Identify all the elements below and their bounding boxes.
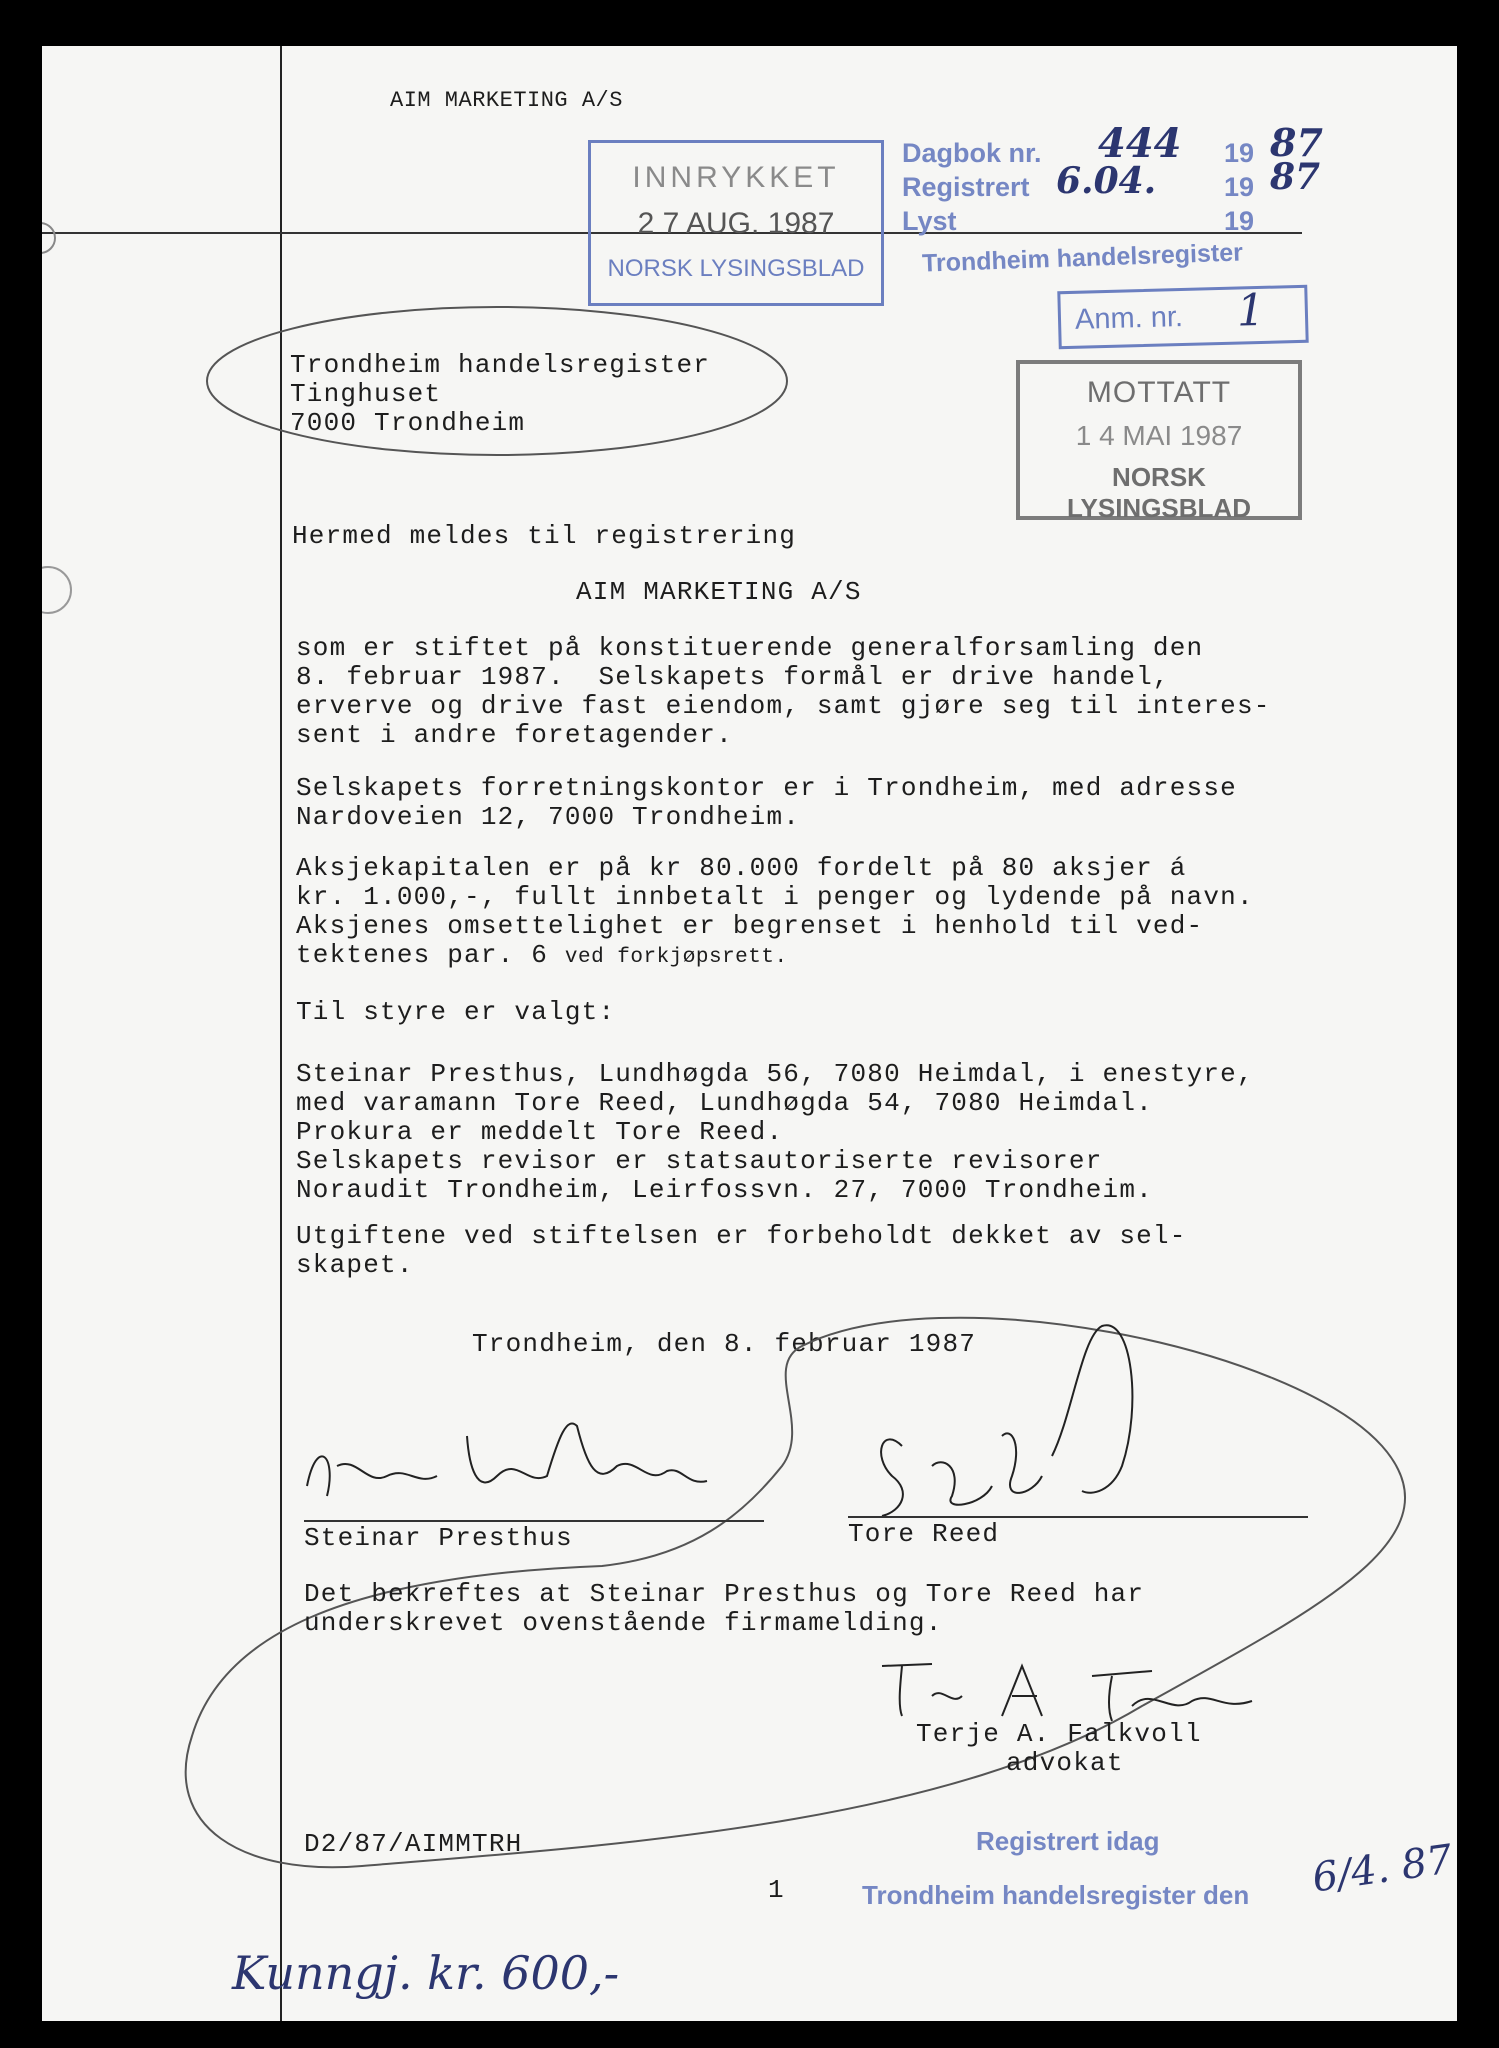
lyst-label: Lyst — [902, 206, 957, 236]
registrert-value: 6.04. — [1056, 160, 1157, 202]
registrert-label: Registrert — [902, 172, 1030, 202]
dagbok-year: 19 — [1224, 138, 1255, 168]
signature-line-right — [848, 1516, 1308, 1518]
body-intro: Hermed meldes til registrering — [292, 521, 797, 551]
lyst-year: 19 — [1224, 206, 1255, 236]
address-line-1: Trondheim handelsregister — [290, 350, 711, 380]
confirmation — [304, 1580, 1144, 1638]
stamp-innrykket-date: 2 7 AUG. 1987 — [637, 207, 835, 240]
para-5-line: skapet. — [296, 1250, 414, 1280]
para-4-line: Selskapets revisor er statsautoriserte revisorer — [296, 1146, 1103, 1176]
para-4-line: Noraudit Trondheim, Leirfossvn. 27, 7000 Trondheim. — [296, 1175, 1153, 1205]
document-page — [42, 46, 1457, 2021]
para-1-line: sent i andre foretagender. — [296, 720, 733, 750]
anm-label: Anm. nr. — [1074, 301, 1184, 336]
dagbok-value: 444 — [1098, 120, 1182, 167]
dagbok-label: Dagbok nr. — [902, 138, 1042, 168]
registrert-year-hand: 87 — [1270, 156, 1321, 198]
handwritten-note: Kunngj. kr. 600,- — [232, 1946, 620, 2000]
registrert-year: 19 — [1224, 172, 1255, 202]
para-4-line: Steinar Presthus, Lundhøgda 56, 7080 Heimdal, i enestyre, — [296, 1059, 1254, 1089]
para-4-line: Prokura er meddelt Tore Reed. — [296, 1117, 784, 1147]
signature-tore — [842, 1316, 1162, 1526]
address-line-2: Tinghuset — [290, 379, 442, 409]
para-3-line: Aksjenes omsettelighet er begrenset i henhold til ved- — [296, 911, 1204, 941]
stamp-mottatt-org: NORSK LYSINGSBLAD — [1067, 462, 1251, 523]
signature-name-left: Steinar Presthus — [304, 1523, 573, 1553]
stamp-mottatt-date: 1 4 MAI 1987 — [1075, 420, 1243, 451]
para-3-last-prefix: tektenes par. 6 — [296, 940, 549, 970]
confirmation-line: Det bekreftes at Steinar Presthus og Tore Reed har — [304, 1579, 1145, 1609]
stamp-innrykket-title: INNRYKKET — [632, 161, 840, 194]
header-company: AIM MARKETING A/S — [390, 88, 623, 113]
advokat-title: advokat — [1006, 1748, 1124, 1778]
para-3-line: kr. 1.000,-, fullt innbetalt i penger og lydende på navn. — [296, 882, 1254, 912]
para-1-line: erverve og drive fast eiendom, samt gjøre seg til interes- — [296, 691, 1271, 721]
para-3-line: Aksjekapitalen er på kr 80.000 fordelt på 80 aksjer á — [296, 853, 1187, 883]
board-heading: Til styre er valgt: — [296, 997, 616, 1027]
signature-falkvoll — [872, 1646, 1272, 1726]
document-reference: D2/87/AIMMTRH — [304, 1829, 523, 1859]
register-name: Trondheim handelsregister — [921, 238, 1244, 278]
confirmation-line: underskrevet ovenstående firmamelding. — [304, 1608, 943, 1638]
advokat-name: Terje A. Falkvoll — [916, 1719, 1202, 1749]
para-5-line: Utgiftene ved stiftelsen er forbeholdt dekket av sel- — [296, 1221, 1187, 1251]
stamp-innrykket-org: NORSK LYSINGSBLAD — [607, 255, 865, 282]
para-3-last-suffix: ved forkjøpsrett. — [564, 946, 788, 969]
signature-name-right: Tore Reed — [848, 1519, 1000, 1549]
page-number: 1 — [768, 1875, 785, 1905]
para-4-line: med varamann Tore Reed, Lundhøgda 54, 7080 Heimdal. — [296, 1088, 1153, 1118]
dagbok-year-hand: 87 — [1270, 120, 1323, 165]
register-den: Trondheim handelsregister den — [862, 1880, 1250, 1910]
anm-value: 1 — [1236, 284, 1266, 337]
para-1-line: som er stiftet på konstituerende generalforsamling den — [296, 633, 1204, 663]
body-company: AIM MARKETING A/S — [576, 577, 862, 607]
para-2-line: Nardoveien 12, 7000 Trondheim. — [296, 802, 801, 832]
signature-line-left — [304, 1520, 764, 1522]
address-line-3: 7000 Trondheim — [290, 408, 526, 438]
register-den-hand: 6/4. 87 — [1309, 1836, 1456, 1902]
stamp-mottatt-title: MOTTATT — [1086, 376, 1232, 409]
registered-today: Registrert idag — [976, 1826, 1160, 1856]
para-1-line: 8. februar 1987. Selskapets formål er drive handel, — [296, 662, 1170, 692]
signature-steinar — [297, 1396, 727, 1516]
para-2-line: Selskapets forretningskontor er i Trondheim, med adresse — [296, 773, 1237, 803]
place-date: Trondheim, den 8. februar 1987 — [472, 1329, 977, 1359]
